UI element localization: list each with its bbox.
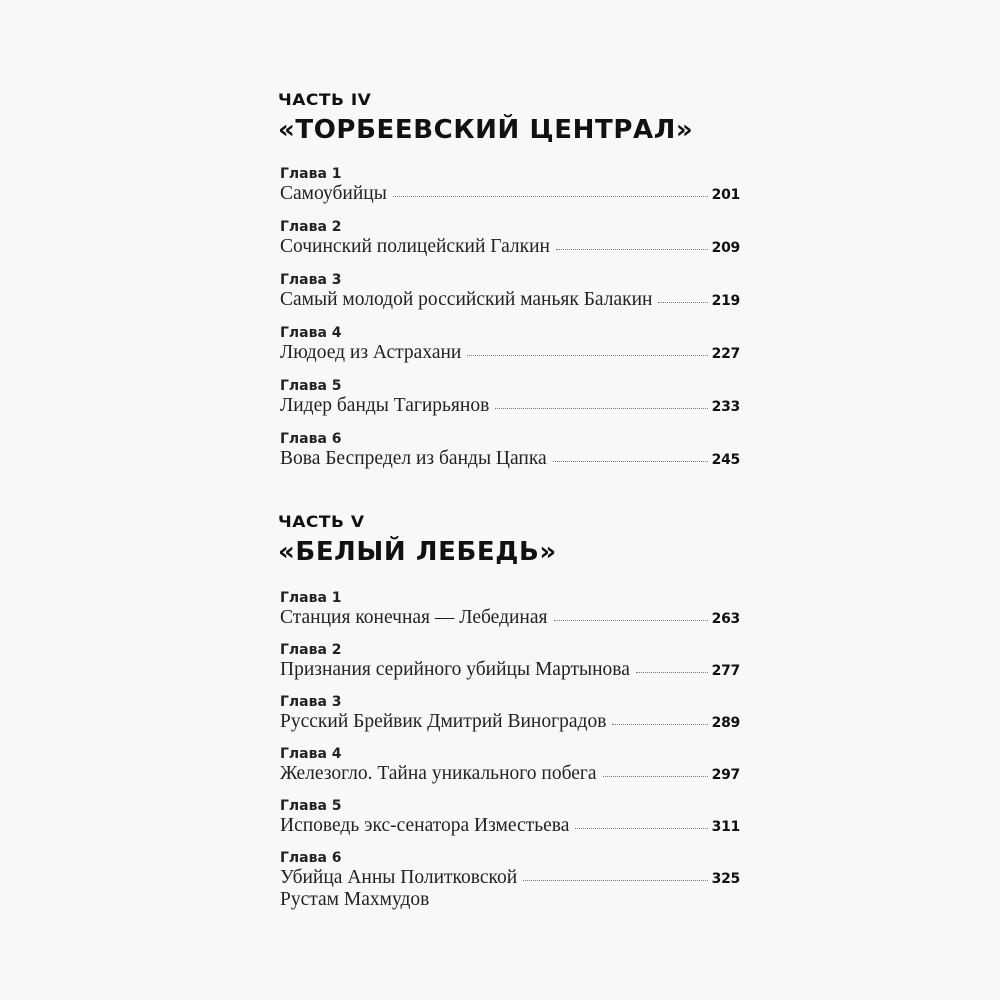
chapter-title: Станция конечная — Лебединая [280,607,548,628]
dot-leader [556,248,708,250]
dot-leader [612,723,707,725]
chapter-entry [278,746,740,785]
chapter-label: Глава 4 [280,325,342,341]
dot-leader [554,619,708,621]
chapter-label: Глава 6 [280,431,342,447]
chapter-title: Признания серийного убийцы Мартынова [280,659,630,680]
chapter-entry [278,642,740,681]
part-5-section [278,512,740,924]
chapter-entry [278,378,740,417]
chapter-label: Глава 1 [280,166,342,182]
part-4-section [278,90,740,484]
chapter-list [278,166,740,470]
page-number: 277 [711,663,740,679]
chapter-entry [278,166,740,205]
dot-leader [575,827,707,829]
chapter-entry [278,325,740,364]
chapter-title: Лидер банды Тагирьянов [280,395,490,416]
chapter-title: Самоубийцы [280,183,387,204]
dot-leader [658,301,707,303]
dot-leader [393,195,708,197]
page-number: 263 [711,611,740,627]
dot-leader [495,407,707,409]
chapter-title: Исповедь экс-сенатора Изместьева [280,815,570,836]
chapter-list [278,590,740,911]
page-number: 311 [711,819,740,835]
page-number: 219 [711,293,740,309]
chapter-entry [278,694,740,733]
chapter-label: Глава 3 [280,272,342,288]
chapter-title: Русский Брейвик Дмитрий Виноградов [280,711,607,732]
chapter-label: Глава 1 [280,590,342,606]
chapter-entry [278,798,740,837]
chapter-label: Глава 6 [280,850,342,866]
chapter-label: Глава 2 [280,219,342,235]
chapter-title: Вова Беспредел из банды Цапка [280,448,547,469]
page-number: 325 [711,871,740,887]
chapter-entry [278,272,740,311]
part-title: «ТОРБЕЕВСКИЙ ЦЕНТРАЛ» [278,115,694,145]
page-number: 233 [711,399,740,415]
chapter-entry [278,431,740,470]
chapter-title: Сочинский полицейский Галкин [280,236,550,257]
dot-leader [467,354,707,356]
chapter-entry [278,219,740,258]
page-number: 209 [711,240,740,256]
chapter-label: Глава 4 [280,746,342,762]
chapter-title: Самый молодой российский маньяк Балакин [280,289,653,310]
dot-leader [636,671,708,673]
chapter-label: Глава 5 [280,798,342,814]
page-number: 297 [711,767,740,783]
dot-leader [523,879,707,881]
chapter-label: Глава 3 [280,694,342,710]
chapter-entry [278,850,740,911]
part-label: ЧАСТЬ IV [278,90,372,110]
chapter-title: Людоед из Астрахани [280,342,462,363]
part-label: ЧАСТЬ V [278,512,365,532]
dot-leader [553,460,708,462]
chapter-label: Глава 5 [280,378,342,394]
chapter-title: Убийца Анны Политковской Рустам Махмудов [280,867,518,910]
chapter-title: Железогло. Тайна уникального побега [280,763,597,784]
page-number: 227 [711,346,740,362]
page-number: 245 [711,452,740,468]
page-number: 289 [711,715,740,731]
page-number: 201 [711,187,740,203]
part-title: «БЕЛЫЙ ЛЕБЕДЬ» [278,537,557,567]
dot-leader [603,775,708,777]
chapter-entry [278,590,740,629]
chapter-label: Глава 2 [280,642,342,658]
